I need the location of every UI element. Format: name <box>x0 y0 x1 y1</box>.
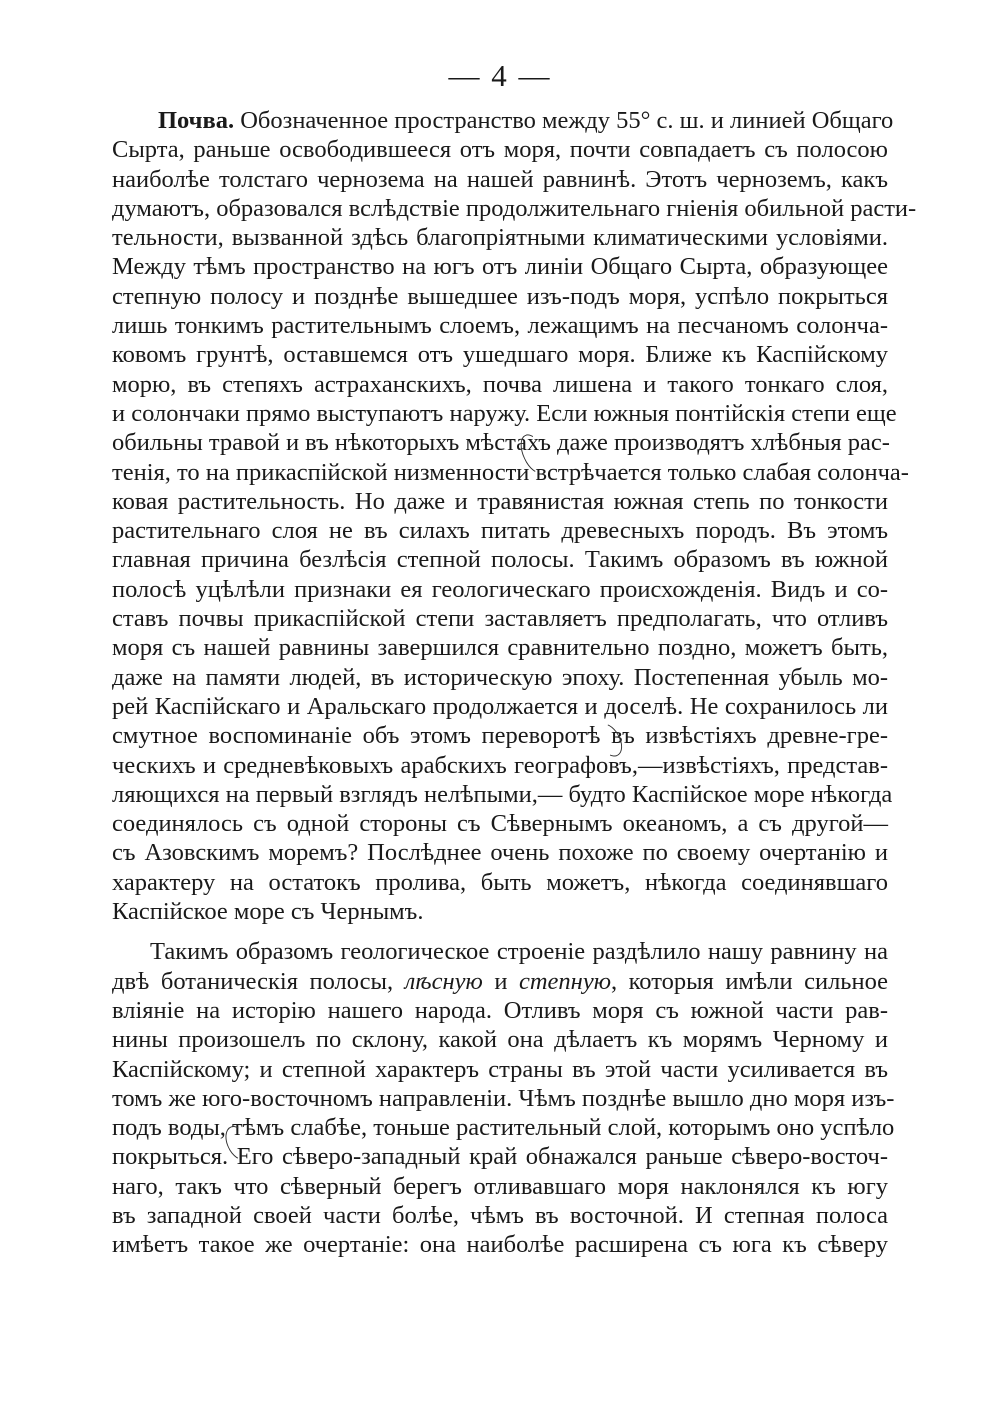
text-line: имѣетъ такое же очертаніе: она наиболѣе расширена съ юга къ сѣверу <box>112 1231 888 1259</box>
page-number: — 4 — <box>448 58 552 93</box>
text-fragment: двѣ ботаническія полосы, <box>112 967 405 995</box>
text-line: тельности, вызванной здѣсь благопріятными климатическими условіями. <box>112 224 888 252</box>
text-line: нины произошелъ по склону, какой она дѣлаетъ къ морямъ Черному и <box>112 1026 888 1054</box>
text-line: соединялось съ одной стороны съ Сѣвернымъ океаномъ, а съ другой— <box>112 810 888 838</box>
text-line: степную полосу и позднѣе вышедшее изъ-подъ моря, успѣло покрыться <box>112 282 888 310</box>
text-line: томъ же юго-восточномъ направленіи. Чѣмъ позднѣе вышло дно моря изъ- <box>112 1084 895 1112</box>
text-line: характеру на остатокъ пролива, быть можетъ, нѣкогда соединявшаго <box>112 868 888 896</box>
text-line: даже на памяти людей, въ историческую эпоху. Постепенная убыль мо- <box>112 663 888 691</box>
text-line: главная причина безлѣсія степной полосы. Такимъ образомъ въ южной <box>112 546 888 574</box>
text-line: ковая растительность. Но даже и травянистая южная степь по тонкости <box>112 487 888 515</box>
text-line: лишь тонкимъ растительнымъ слоемъ, лежащимъ на песчаномъ солонча- <box>112 312 888 340</box>
paragraph-2-line-2 <box>112 967 888 996</box>
body-text <box>112 106 917 1260</box>
text-line: Между тѣмъ пространство на югъ отъ линіи Общаго Сырта, образующее <box>112 253 888 281</box>
paragraph-1 <box>112 135 917 926</box>
italic-term-steppe: степную <box>518 967 611 995</box>
text-line: рей Каспійскаго и Аральскаго продолжается и доселѣ. Не сохранилось ли <box>112 692 888 720</box>
text-line: обильны травой и въ нѣкоторыхъ мѣстахъ даже производятъ хлѣбныя рас- <box>112 429 890 457</box>
text-line: съ Азовскимъ моремъ? Послѣднее очень похоже по своему очертанію и <box>112 839 888 867</box>
text-line: смутное воспоминаніе объ этомъ переворотѣ въ извѣстіяхъ древне-гре- <box>112 722 888 750</box>
text-fragment: и <box>482 967 519 995</box>
text-line: ляющихся на первый взглядъ нелѣпыми,— будто Каспійское море нѣкогда <box>112 780 893 808</box>
text-line: Сырта, раньше освободившееся отъ моря, почти совпадаетъ съ полосою <box>112 136 888 164</box>
text-line: наиболѣе толстаго чернозема на нашей равнинѣ. Этотъ черноземъ, какъ <box>112 165 888 193</box>
italic-term-forest: лѣсную <box>404 967 483 995</box>
text-line: и солончаки прямо выступаютъ наружу. Если южныя понтійскія степи еще <box>112 399 897 427</box>
text-line: въ западной своей части болѣе, чѣмъ въ восточной. И степная полоса <box>112 1201 888 1229</box>
text-line: покрыться. Его сѣверо-западный край обнажался раньше сѣверо-восточ- <box>112 1143 888 1171</box>
text-line: наго, такъ что сѣверный берегъ отливавшаго моря наклонялся къ югу <box>112 1172 888 1200</box>
text-line: подъ воды, тѣмъ слабѣе, тоньше растительный слой, которымъ оно успѣло <box>112 1114 895 1142</box>
section-heading: Почва. <box>158 107 235 134</box>
text-line: ческихъ и средневѣковыхъ арабскихъ географовъ,—извѣстіяхъ, представ- <box>112 751 888 779</box>
text-line: полосѣ уцѣлѣли признаки ея геологическаго происхожденія. Видъ и со- <box>112 575 888 603</box>
text-line: морю, въ степяхъ астраханскихъ, почва лишена и такого тонкаго слоя, <box>112 370 888 398</box>
text-line: растительнаго слоя не въ силахъ питать древесныхъ породъ. Въ этомъ <box>112 517 888 545</box>
text-line: ковомъ грунтѣ, оставшемся отъ ушедшаго моря. Ближе къ Каспійскому <box>112 341 888 369</box>
paragraph-1-first-line <box>112 106 894 135</box>
text-line: Каспійское море съ Чернымъ. <box>112 898 424 926</box>
text-line: тенія, то на прикаспійской низменности встрѣчается только слабая солонча- <box>112 458 909 486</box>
text-line: моря съ нашей равнины завершился сравнительно поздно, можетъ быть, <box>112 634 888 662</box>
text-line: думаютъ, образовался вслѣдствіе продолжительнаго гніенія обильной расти- <box>112 194 917 222</box>
text-line: вліяніе на исторію нашего народа. Отливъ моря съ южной части рав- <box>112 996 888 1024</box>
text-line: Обозначенное пространство между 55° с. ш. и линией Общаго <box>240 107 894 134</box>
text-fragment: , которыя имѣли сильное <box>610 967 889 995</box>
text-line: Каспійскому; и степной характеръ страны въ этой части усиливается въ <box>112 1055 888 1083</box>
paragraph-2-first-line: Такимъ образомъ геологическое строеніе раздѣлило нашу равнину на <box>150 938 888 966</box>
text-line: ставъ почвы прикаспійской степи заставляетъ предполагать, что отливъ <box>112 605 888 633</box>
